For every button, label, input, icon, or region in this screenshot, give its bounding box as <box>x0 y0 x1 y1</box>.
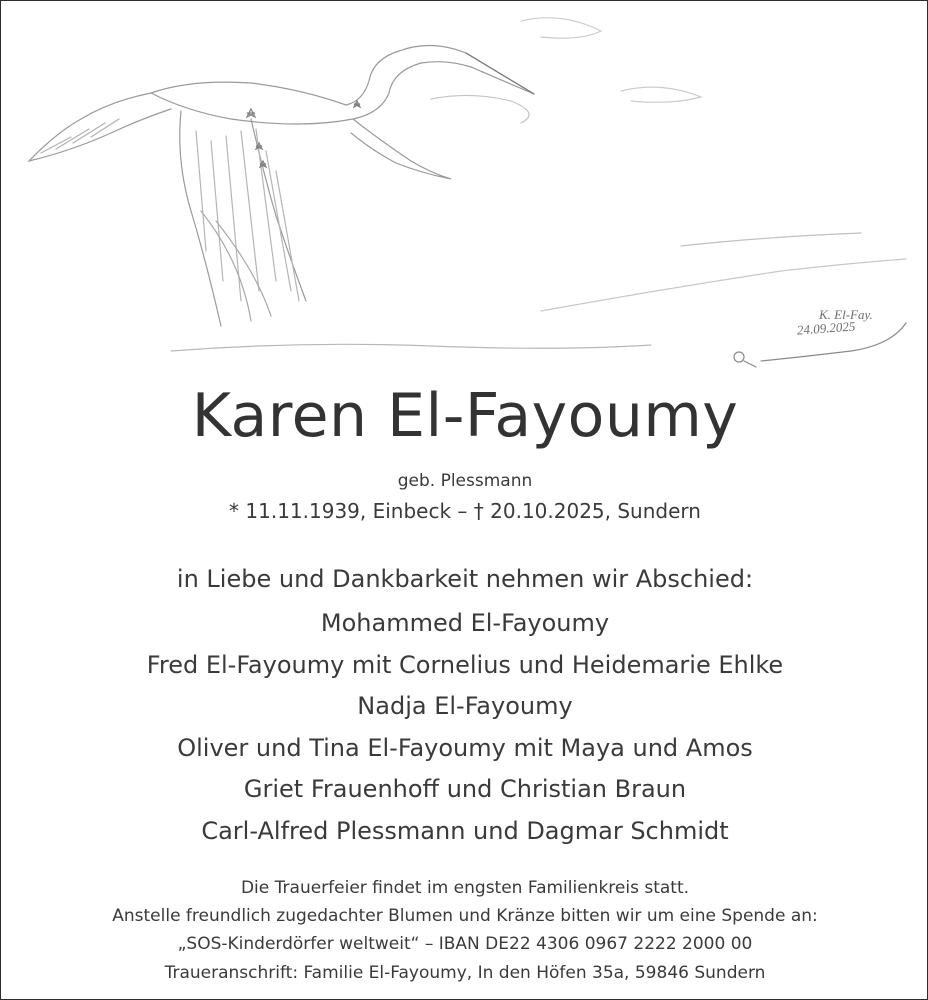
notice-line-address: Traueranschrift: Familie El-Fayoumy, In den Höfen 35a, 59846 Sundern <box>164 962 766 983</box>
heron-sketch <box>1 1 928 381</box>
funeral-notice <box>1 874 928 987</box>
mourners-list <box>1 603 928 852</box>
mourner-line: Fred El-Fayoumy mit Cornelius und Heidemarie Ehlke <box>146 650 784 679</box>
mourner-line: Nadja El-Fayoumy <box>357 692 573 720</box>
mourner-line: Carl-Alfred Plessmann und Dagmar Schmidt <box>201 816 729 845</box>
mourner-line: Griet Frauenhoff und Christian Braun <box>243 775 687 803</box>
notice-line-ceremony: Die Trauerfeier findet im engsten Familienkreis statt. <box>240 878 690 898</box>
farewell-intro: in Liebe und Dankbarkeit nehmen wir Abschied: <box>176 565 754 593</box>
notice-line-donation-account: „SOS-Kinderdörfer weltweit“ – IBAN DE22 4306 0967 2222 2000 00 <box>177 934 753 955</box>
signature-date: 24.09.2025 <box>796 318 856 338</box>
deceased-name: Karen El-Fayoumy <box>191 381 739 451</box>
birth-name: geb. Plessmann <box>397 471 533 491</box>
artist-signature <box>791 307 911 357</box>
life-dates: * 11.11.1939, Einbeck – † 20.10.2025, Sundern <box>229 499 701 523</box>
mourner-line: Mohammed El-Fayoumy <box>320 609 610 637</box>
mourner-line: Oliver und Tina El-Fayoumy mit Maya und Amos <box>177 733 753 762</box>
signature-name: K. El-Fay. <box>819 307 873 322</box>
notice-line-donation-request: Anstelle freundlich zugedachter Blumen und Kränze bitten wir um eine Spende an: <box>112 906 818 927</box>
